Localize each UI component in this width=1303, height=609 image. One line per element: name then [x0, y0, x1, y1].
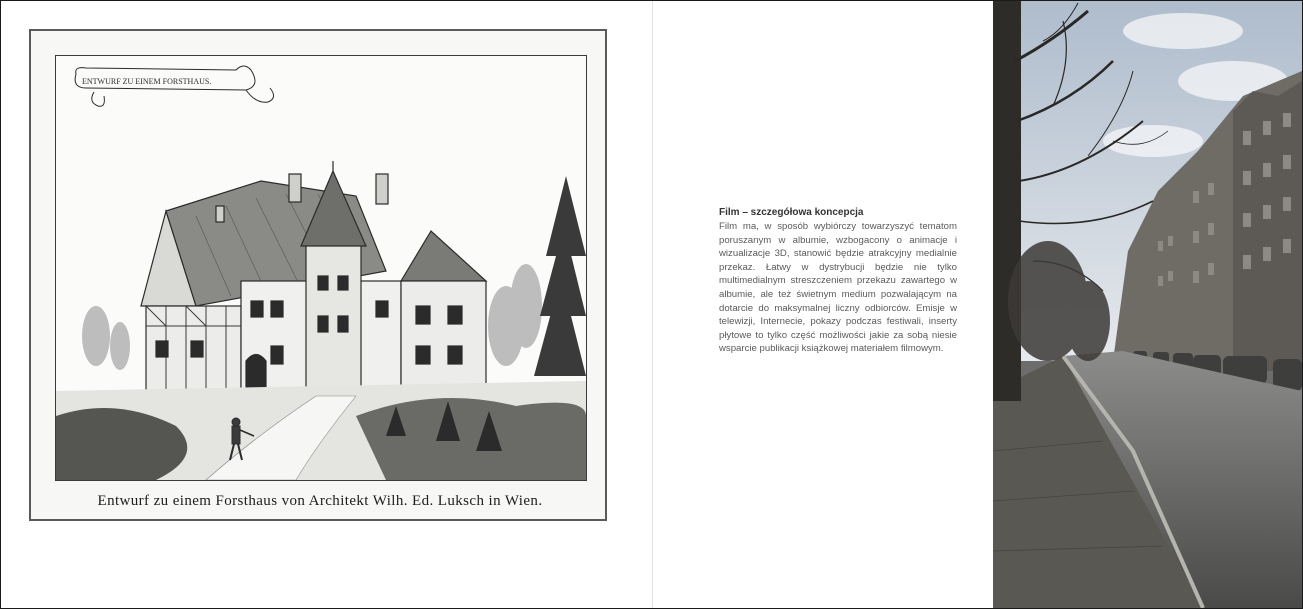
garden-ground: [56, 381, 586, 480]
engraving-illustration: [29, 29, 607, 521]
forsthaus-drawing: [56, 56, 586, 480]
right-page: [653, 1, 1302, 608]
cartouche-lettering: ENTWURF ZU EINEM FORSTHAUS.: [82, 77, 212, 86]
street-photo: [993, 1, 1302, 608]
street-scene: [993, 1, 1302, 608]
engraving-artwork: [55, 55, 587, 481]
article-title: Film – szczegółowa koncepcja: [719, 207, 864, 218]
left-page: [1, 1, 652, 608]
engraving-caption: Entwurf zu einem Forsthaus von Architekt Wilh. Ed. Luksch in Wien.: [97, 493, 543, 509]
article-body: Film ma, w sposób wybiórczy towarzyszyć tematom poruszanym w albumie, wzbogacony o animacje i wizualizacje 3D, stanowić będzie atrakcyjny medialnie przekaz. Łatwy w dystrybucji będzie nie tylko multimedialnym streszczeniem przekazu zawartego w albumie, ale też świetnym medium pozwalającym na dotarcie do maksymalnej liczny odbiorców. Emisje w telewizji, Internecie, pokazy podczas festiwali, inserty płytowe to tylko część możliwości jakie za sobą niesie wsparcie publikacji książkowej materiałem filmowym.: [719, 221, 957, 355]
article-text: [719, 206, 957, 356]
